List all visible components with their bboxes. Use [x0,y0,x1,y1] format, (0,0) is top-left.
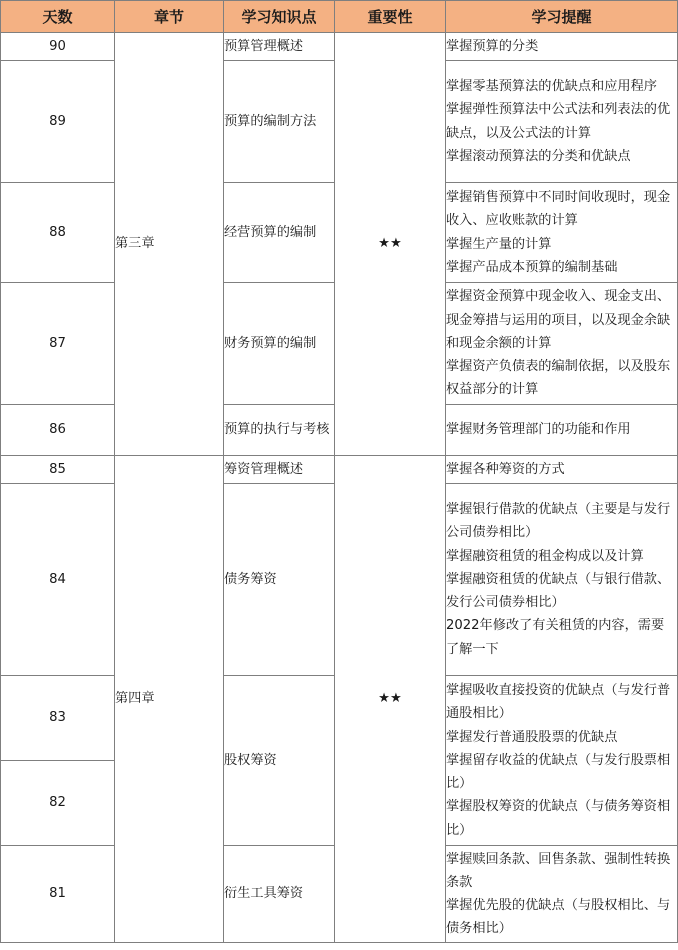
header-day: 天数 [1,1,115,33]
topic-cell: 预算管理概述 [224,33,335,61]
day-cell: 82 [1,761,115,846]
tip-text: 掌握优先股的优缺点（与股权相比、与债务相比） [446,898,671,937]
tip-text: 掌握发行普通股股票的优缺点 [446,729,618,745]
tip-text: 掌握赎回条款、回售条款、强制性转换条款 [446,851,671,890]
tip-text: 掌握销售预算中不同时间收现时，现金收入、应收账款的计算 [446,190,671,229]
topic-cell: 财务预算的编制 [224,283,335,405]
tips-cell [446,183,678,283]
table-row [1,33,678,61]
day-cell: 86 [1,405,115,456]
chapter-cell: 第四章 [115,456,224,943]
topic-cell: 债务筹资 [224,484,335,676]
tip-text: 掌握资金预算中现金收入、现金支出、现金筹措与运用的项目，以及现金余缺和现金余额的计算 [446,289,671,351]
tip-text: 掌握融资租赁的租金构成以及计算 [446,548,644,564]
day-cell: 84 [1,484,115,676]
topic-cell: 股权筹资 [224,676,335,846]
table-row [1,456,678,484]
tip-text: 掌握留存收益的优缺点（与发行股票相比） [446,752,671,792]
day-cell: 89 [1,61,115,183]
tip-text: 掌握生产量的计算 [446,236,552,252]
tip-text: 掌握吸收直接投资的优缺点（与发行普通股相比） [446,683,671,722]
tips-cell [446,846,678,943]
tip-text: 掌握弹性预算法中公式法和列表法的优缺点，以及公式法的计算 [446,102,671,141]
tips-cell [446,484,678,676]
day-cell: 90 [1,33,115,61]
topic-cell: 衍生工具筹资 [224,846,335,943]
header-row [1,1,678,33]
topic-cell: 筹资管理概述 [224,456,335,484]
tip-text: 掌握财务管理部门的功能和作用 [446,422,631,438]
tip-text: 掌握资产负债表的编制依据，以及股东权益部分的计算 [446,359,671,398]
tip-text: 掌握股权筹资的优缺点（与债务筹资相比） [446,799,671,838]
topic-cell: 经营预算的编制 [224,183,335,283]
header-topic: 学习知识点 [224,1,335,33]
tips-cell [446,283,678,405]
day-cell: 81 [1,846,115,943]
tips-cell [446,676,678,846]
tip-text: 掌握预算的分类 [446,38,539,54]
tip-text: 掌握各种筹资的方式 [446,461,565,477]
tips-cell [446,405,678,456]
tip-text: 掌握产品成本预算的编制基础 [446,259,618,275]
day-cell: 87 [1,283,115,405]
day-cell: 88 [1,183,115,283]
day-cell: 83 [1,676,115,761]
tip-text: 掌握滚动预算法的分类和优缺点 [446,148,631,164]
header-tips: 学习提醒 [446,1,678,33]
tip-text: 掌握零基预算法的优缺点和应用程序 [446,79,657,95]
tip-text: 2022年修改了有关租赁的内容，需要了解一下 [446,618,665,657]
topic-cell: 预算的执行与考核 [224,405,335,456]
topic-cell: 预算的编制方法 [224,61,335,183]
day-cell: 85 [1,456,115,484]
header-importance: 重要性 [335,1,446,33]
importance-cell: ★★ [335,33,446,456]
chapter-cell: 第三章 [115,33,224,456]
tip-text: 掌握银行借款的优缺点（主要是与发行公司债券相比） [446,502,671,541]
tips-cell [446,61,678,183]
tip-text: 掌握融资租赁的优缺点（与银行借款、发行公司债券相比） [446,571,671,611]
header-chapter: 章节 [115,1,224,33]
tips-cell [446,33,678,61]
tips-cell [446,456,678,484]
importance-cell: ★★ [335,456,446,943]
